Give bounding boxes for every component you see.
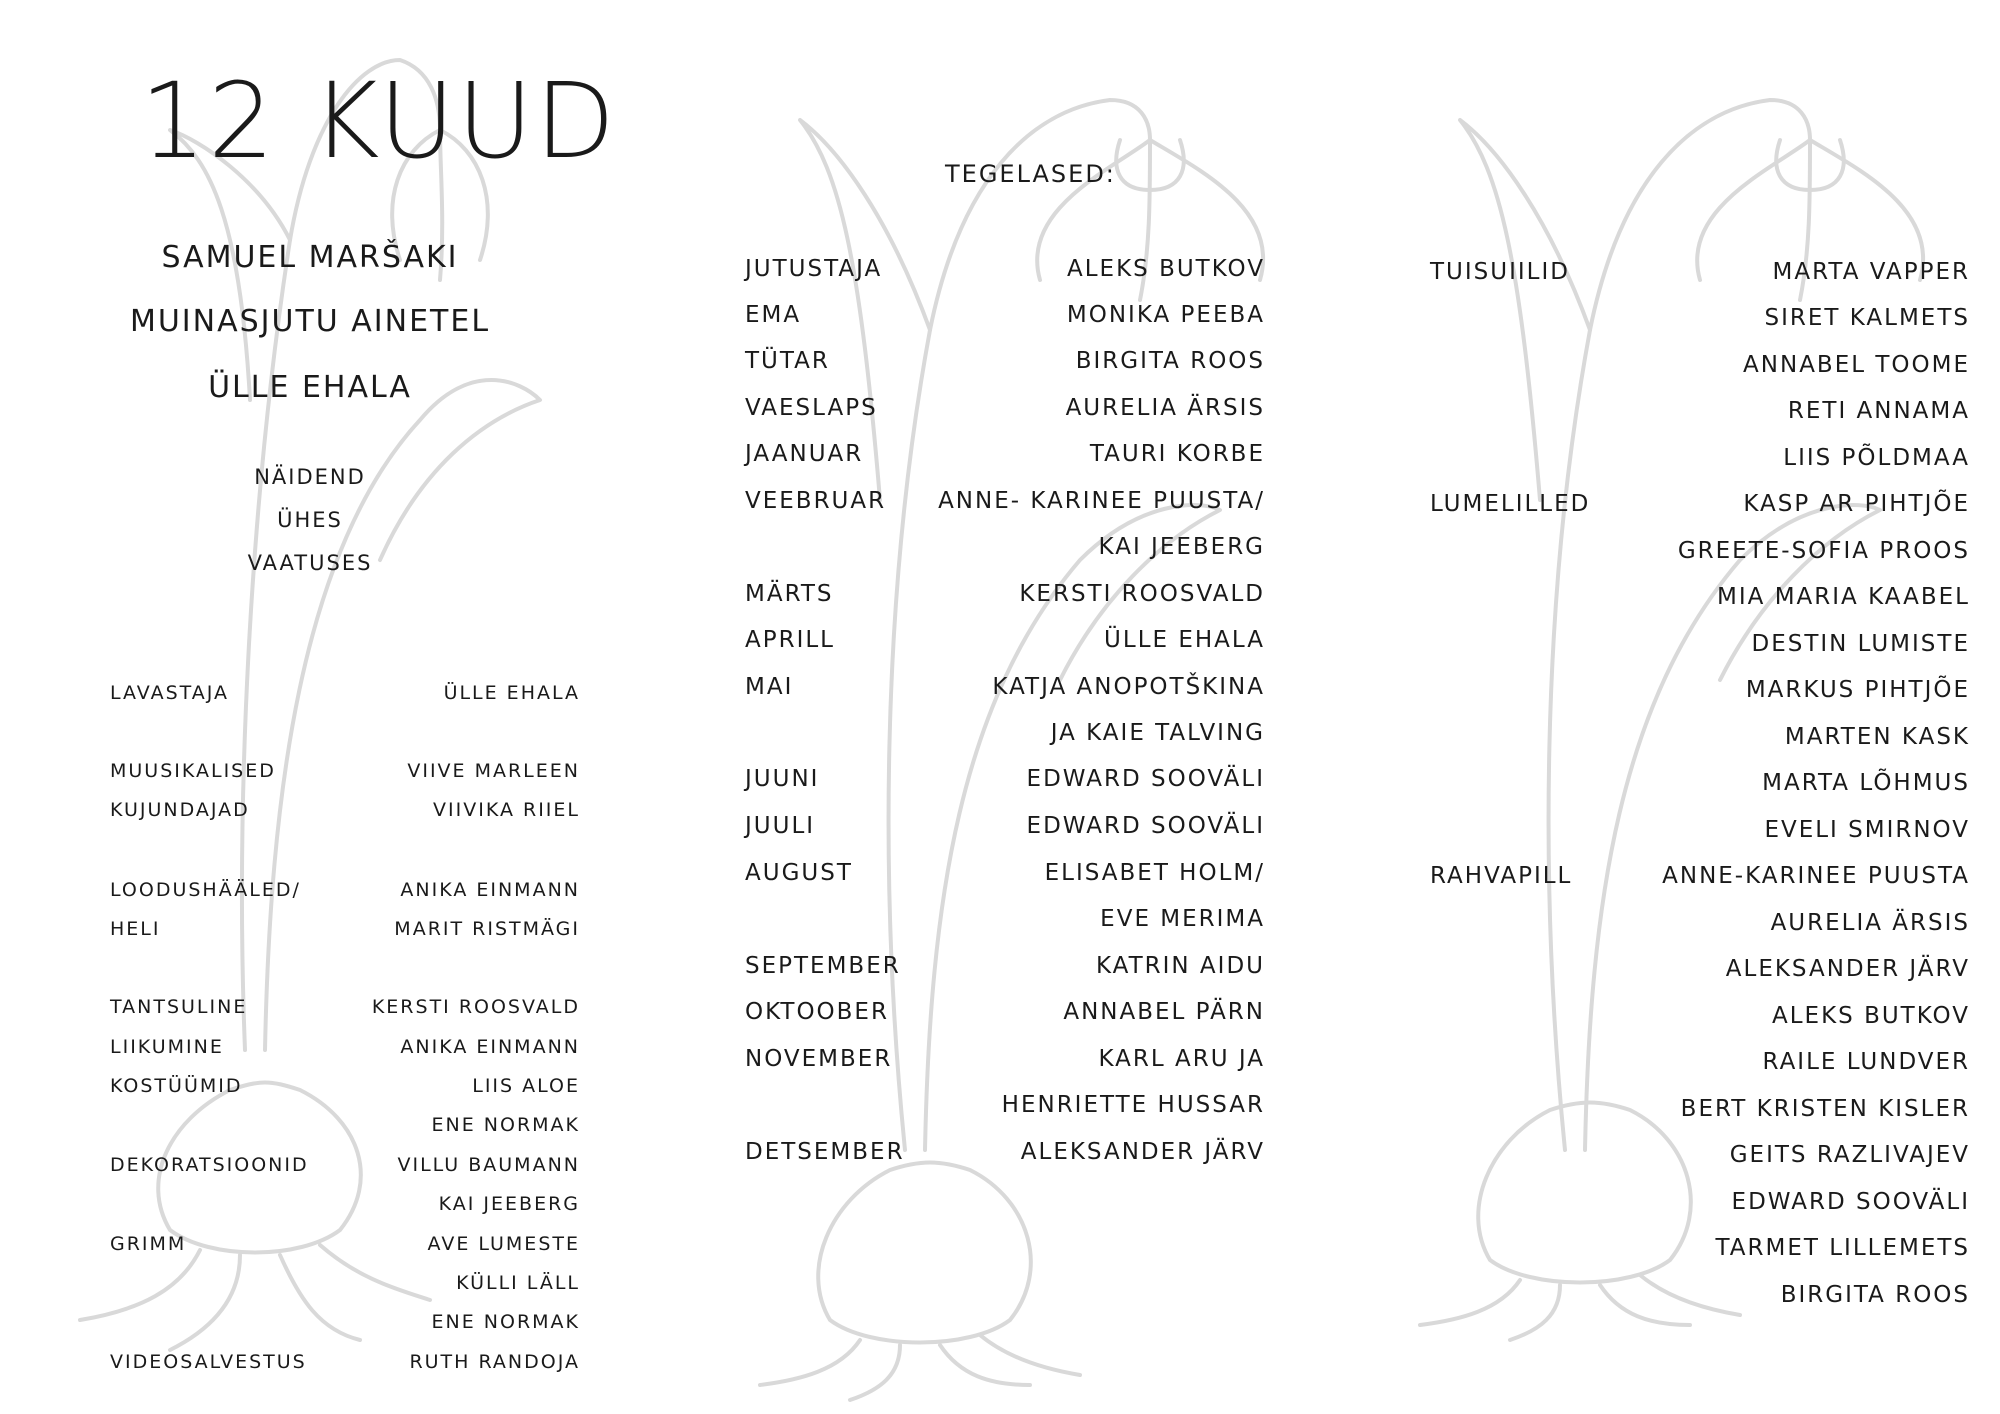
- cast-row: [745, 906, 1265, 946]
- cast-row: [1430, 1235, 1970, 1275]
- cast-name: KASP AR PIHTJÕE: [1743, 491, 1970, 517]
- cast-role: VEEBRUAR: [745, 488, 887, 514]
- cast-role: LUMELILLED: [1430, 491, 1591, 517]
- cast-role: JUUNI: [745, 766, 820, 792]
- cast-name: ALEKS BUTKOV: [1067, 256, 1265, 282]
- cast-row: [745, 627, 1265, 667]
- crew-role: HELI: [110, 918, 161, 940]
- play-type-line-1: NÄIDEND: [254, 465, 366, 489]
- cast-role: EMA: [745, 302, 802, 328]
- crew-role: LAVASTAJA: [110, 682, 230, 704]
- cast-name: MARTEN KASK: [1784, 724, 1970, 750]
- cast-row: [1430, 1282, 1970, 1322]
- crew-role: DEKORATSIOONID: [110, 1154, 309, 1176]
- cast-name: EVELI SMIRNOV: [1764, 817, 1970, 843]
- cast-row: [745, 813, 1265, 853]
- cast-name: LIIS PÕLDMAA: [1783, 445, 1970, 471]
- crew-row: [110, 1272, 580, 1306]
- crew-role: VIDEOSALVESTUS: [110, 1351, 307, 1373]
- crew-name: LIIS ALOE: [472, 1075, 580, 1097]
- crew-row: [110, 1193, 580, 1227]
- cast-name: ANNABEL TOOME: [1743, 352, 1970, 378]
- cast-role: VAESLAPS: [745, 395, 878, 421]
- cast-name: SIRET KALMETS: [1764, 305, 1970, 331]
- cast-role: DETSEMBER: [745, 1139, 905, 1165]
- crew-name: VIIVE MARLEEN: [407, 760, 580, 782]
- crew-row: [110, 760, 580, 794]
- cast-name: JA KAIE TALVING: [1050, 720, 1265, 746]
- cast-row: [745, 581, 1265, 621]
- crew-row: [110, 1233, 580, 1267]
- cast-row: [1430, 770, 1970, 810]
- cast-role: RAHVAPILL: [1430, 863, 1573, 889]
- cast-name: RETI ANNAMA: [1787, 398, 1970, 424]
- cast-row: [745, 1139, 1265, 1179]
- subtitle-author: SAMUEL MARŠAKI: [161, 240, 459, 275]
- play-type-line-2: ÜHES: [277, 508, 343, 532]
- cast-role: JAANUAR: [745, 441, 864, 467]
- cast-row: [745, 348, 1265, 388]
- cast-role: MÄRTS: [745, 581, 834, 607]
- cast-name: BIRGITA ROOS: [1075, 348, 1265, 374]
- cast-row: [1430, 956, 1970, 996]
- cast-name: BIRGITA ROOS: [1780, 1282, 1970, 1308]
- cast-row: [1430, 1142, 1970, 1182]
- cast-role: OKTOOBER: [745, 999, 889, 1025]
- cast-name: EDWARD SOOVÄLI: [1026, 813, 1265, 839]
- cast-row: [1430, 910, 1970, 950]
- cast-row: [745, 534, 1265, 574]
- crew-name: MARIT RISTMÄGI: [394, 918, 580, 940]
- cast-row: [745, 674, 1265, 714]
- crew-row: [110, 799, 580, 833]
- cast-role: AUGUST: [745, 860, 853, 886]
- cast-heading: TEGELASED:: [945, 160, 1116, 188]
- cast-row: [1430, 584, 1970, 624]
- cast-role: MAI: [745, 674, 794, 700]
- cast-role: JUTUSTAJA: [745, 256, 883, 282]
- cast-role: TUISUIILID: [1430, 259, 1570, 285]
- cast-row: [1430, 491, 1970, 531]
- cast-name: AURELIA ÄRSIS: [1065, 395, 1265, 421]
- cast-row: [745, 1046, 1265, 1086]
- cast-name: HENRIETTE HUSSAR: [1001, 1092, 1265, 1118]
- cast-name: KARL ARU JA: [1098, 1046, 1265, 1072]
- subtitle-source: MUINASJUTU AINETEL: [129, 304, 491, 339]
- crew-name: ANIKA EINMANN: [400, 879, 580, 901]
- cast-row: [745, 1092, 1265, 1132]
- crew-role: KOSTÜÜMID: [110, 1075, 243, 1097]
- crew-row: [110, 996, 580, 1030]
- cast-name: ANNE-KARINEE PUUSTA: [1662, 863, 1970, 889]
- cast-row: [1430, 1189, 1970, 1229]
- cast-name: BERT KRISTEN KISLER: [1680, 1096, 1970, 1122]
- cast-row: [1430, 863, 1970, 903]
- cast-name: ALEKSANDER JÄRV: [1020, 1139, 1265, 1165]
- cast-role: NOVEMBER: [745, 1046, 893, 1072]
- cast-row: [745, 395, 1265, 435]
- cast-row: [745, 953, 1265, 993]
- cast-name: TAURI KORBE: [1089, 441, 1265, 467]
- crew-row: [110, 1075, 580, 1109]
- cast-name: MARTA VAPPER: [1772, 259, 1970, 285]
- crew-name: VILLU BAUMANN: [397, 1154, 580, 1176]
- crew-row: [110, 1114, 580, 1148]
- cast-name: MARTA LÕHMUS: [1762, 770, 1970, 796]
- cast-name: MARKUS PIHTJÕE: [1745, 677, 1970, 703]
- cast-row: [745, 766, 1265, 806]
- cast-row: [745, 256, 1265, 296]
- cast-name: EDWARD SOOVÄLI: [1731, 1189, 1970, 1215]
- cast-name: ALEKSANDER JÄRV: [1725, 956, 1970, 982]
- cast-row: [1430, 1003, 1970, 1043]
- cast-row: [745, 302, 1265, 342]
- cast-name: KAI JEEBERG: [1098, 534, 1265, 560]
- cast-name: DESTIN LUMISTE: [1751, 631, 1970, 657]
- crew-name: ENE NORMAK: [431, 1114, 580, 1136]
- crew-role: LOODUSHÄÄLED/: [110, 879, 301, 901]
- cast-row: [1430, 445, 1970, 485]
- cast-name: ALEKS BUTKOV: [1772, 1003, 1970, 1029]
- cast-name: ÜLLE EHALA: [1104, 627, 1265, 653]
- cast-role: JUULI: [745, 813, 816, 839]
- cast-name: TARMET LILLEMETS: [1715, 1235, 1970, 1261]
- cast-row: [1430, 352, 1970, 392]
- cast-name: GREETE-SOFIA PROOS: [1677, 538, 1970, 564]
- cast-row: [1430, 259, 1970, 299]
- page-title: 12 KUUD: [140, 60, 618, 182]
- crew-row: [110, 1036, 580, 1070]
- cast-name: EVE MERIMA: [1100, 906, 1265, 932]
- crew-row: [110, 682, 580, 716]
- cast-row: [1430, 724, 1970, 764]
- cast-name: MONIKA PEEBA: [1066, 302, 1265, 328]
- crew-name: ANIKA EINMANN: [400, 1036, 580, 1058]
- cast-name: AURELIA ÄRSIS: [1770, 910, 1970, 936]
- crew-role: MUUSIKALISED: [110, 760, 276, 782]
- crew-row: [110, 918, 580, 952]
- cast-row: [745, 488, 1265, 528]
- cast-row: [745, 860, 1265, 900]
- crew-role: KUJUNDAJAD: [110, 799, 250, 821]
- cast-name: KATRIN AIDU: [1095, 953, 1265, 979]
- cast-name: RAILE LUNDVER: [1762, 1049, 1970, 1075]
- crew-role: GRIMM: [110, 1233, 187, 1255]
- crew-role: TANTSULINE: [110, 996, 248, 1018]
- cast-row: [1430, 305, 1970, 345]
- crew-name: VIIVIKA RIIEL: [433, 799, 580, 821]
- cast-name: ANNABEL PÄRN: [1063, 999, 1265, 1025]
- subtitle-adapter: ÜLLE EHALA: [208, 370, 412, 405]
- cast-row: [1430, 631, 1970, 671]
- cast-name: GEITS RAZLIVAJEV: [1729, 1142, 1970, 1168]
- crew-name: KERSTI ROOSVALD: [371, 996, 580, 1018]
- play-type-line-3: VAATUSES: [247, 551, 373, 575]
- cast-row: [1430, 817, 1970, 857]
- cast-name: ANNE- KARINEE PUUSTA/: [938, 488, 1265, 514]
- crew-row: [110, 1311, 580, 1345]
- cast-name: EDWARD SOOVÄLI: [1026, 766, 1265, 792]
- cast-role: APRILL: [745, 627, 835, 653]
- crew-name: AVE LUMESTE: [427, 1233, 580, 1255]
- crew-name: ÜLLE EHALA: [443, 682, 580, 704]
- crew-row: [110, 879, 580, 913]
- cast-row: [1430, 1049, 1970, 1089]
- cast-row: [745, 999, 1265, 1039]
- crew-name: KÜLLI LÄLL: [456, 1272, 580, 1294]
- cast-row: [745, 720, 1265, 760]
- cast-row: [1430, 398, 1970, 438]
- cast-name: KATJA ANOPOTŠKINA: [992, 674, 1265, 700]
- crew-role: LIIKUMINE: [110, 1036, 224, 1058]
- crew-name: RUTH RANDOJA: [409, 1351, 580, 1373]
- cast-role: SEPTEMBER: [745, 953, 901, 979]
- cast-row: [1430, 1096, 1970, 1136]
- crew-row: [110, 1154, 580, 1188]
- cast-name: KERSTI ROOSVALD: [1019, 581, 1265, 607]
- crew-name: KAI JEEBERG: [438, 1193, 580, 1215]
- cast-name: MIA MARIA KAABEL: [1717, 584, 1970, 610]
- crew-name: ENE NORMAK: [431, 1311, 580, 1333]
- crew-row: [110, 1351, 580, 1385]
- cast-row: [745, 441, 1265, 481]
- cast-row: [1430, 538, 1970, 578]
- cast-name: ELISABET HOLM/: [1044, 860, 1265, 886]
- cast-role: TÜTAR: [745, 348, 830, 374]
- cast-row: [1430, 677, 1970, 717]
